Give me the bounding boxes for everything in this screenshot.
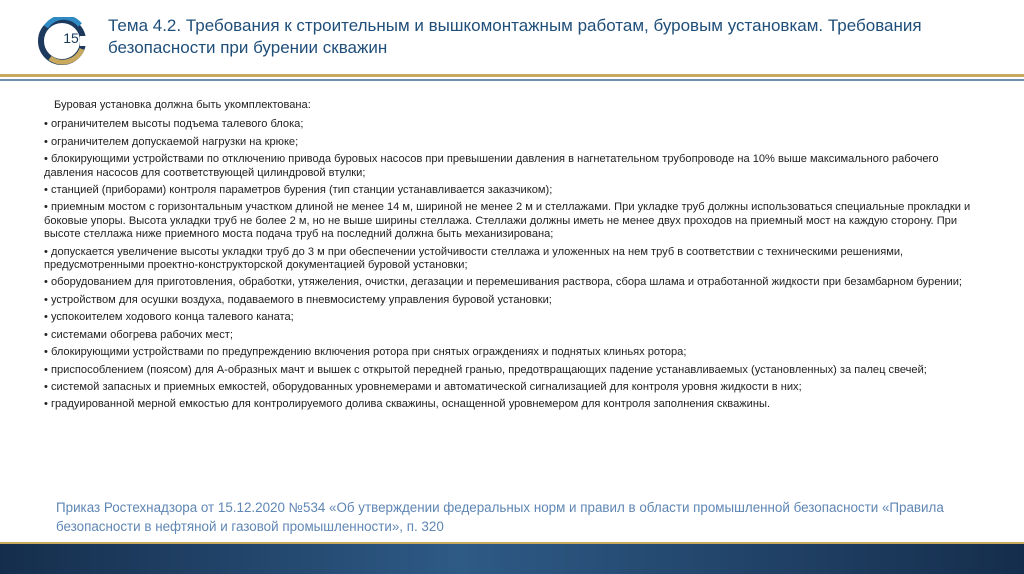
header-divider-blue bbox=[0, 79, 1024, 81]
list-item: • допускается увеличение высоты укладки труб до 3 м при обеспечении устойчивости стеллажа и уложенных на нем труб в соответствии с техническими решениями, предусмотренными проектно-конструкторской документацией буровой установки; bbox=[44, 245, 904, 272]
list-item: • ограничителем допускаемой нагрузки на крюке; bbox=[44, 135, 299, 148]
slide-title: Тема 4.2. Требования к строительным и вышкомонтажным работам, буровым установкам. Требования безопасности при бурении скважин bbox=[108, 16, 922, 57]
footer-band bbox=[0, 544, 1024, 574]
list-item: • приспособлением (поясом) для А-образных мачт и вышек с открытой передней гранью, предотвращающих падение устанавливаемых (установленных) за палец свечей; bbox=[44, 363, 927, 376]
list-item: • оборудованием для приготовления, обработки, утяжеления, очистки, дегазации и перемешивания раствора, сбора шлама и отработанной жидкости при безамбарном бурении; bbox=[44, 276, 962, 289]
slide-number: 15 bbox=[63, 30, 79, 46]
list-item: • системой запасных и приемных емкостей, оборудованных уровнемерами и автоматической сигнализацией для контроля уровня жидкости в них; bbox=[44, 380, 802, 393]
list-item: • устройством для осушки воздуха, подаваемого в пневмосистему управления буровой установки; bbox=[44, 293, 552, 306]
requirements-list bbox=[44, 99, 979, 416]
header-divider-gold bbox=[0, 74, 1024, 77]
legal-reference: Приказ Ростехнадзора от 15.12.2020 №534 «Об утверждении федеральных норм и правил в области промышленной безопасности «Правила безопасности в нефтяной и газовой промышленности», п. 320 bbox=[56, 500, 944, 534]
list-item: • успокоителем ходового конца талевого каната; bbox=[44, 311, 294, 324]
list-item: • станцией (приборами) контроля параметров бурения (тип станции устанавливается заказчиком); bbox=[44, 184, 553, 197]
list-intro: Буровая установка должна быть укомплектована: bbox=[54, 99, 311, 111]
list-item: • градуированной мерной емкостью для контролируемого долива скважины, оснащенной уровнемером для контроля заполнения скважины. bbox=[44, 398, 771, 411]
list-item: • системами обогрева рабочих мест; bbox=[44, 328, 233, 341]
list-item: • приемным мостом с горизонтальным участком длиной не менее 14 м, шириной не менее 2 м и стеллажами. При укладке труб должны использоваться специальные прокладки и боковые упоры. Высота укладки труб не более 2 м, но не выше ширины стеллажа. Стеллажи должны иметь не менее двух проходов на приемный мост на каждую сторону. При высоте стеллажа ниже приемного моста подача труб на последний должна быть механизирована; bbox=[44, 201, 971, 241]
list-item: • ограничителем высоты подъема талевого блока; bbox=[44, 118, 304, 131]
list-item: • блокирующими устройствами по отключению привода буровых насосов при превышении давления в нагнетательном трубопроводе на 10% выше максимального рабочего давления насосов для соответствующей цилиндровой втулки; bbox=[44, 153, 939, 179]
list-item: • блокирующими устройствами по предупреждению включения ротора при снятых ограждениях и поднятых клиньях ротора; bbox=[44, 346, 687, 359]
